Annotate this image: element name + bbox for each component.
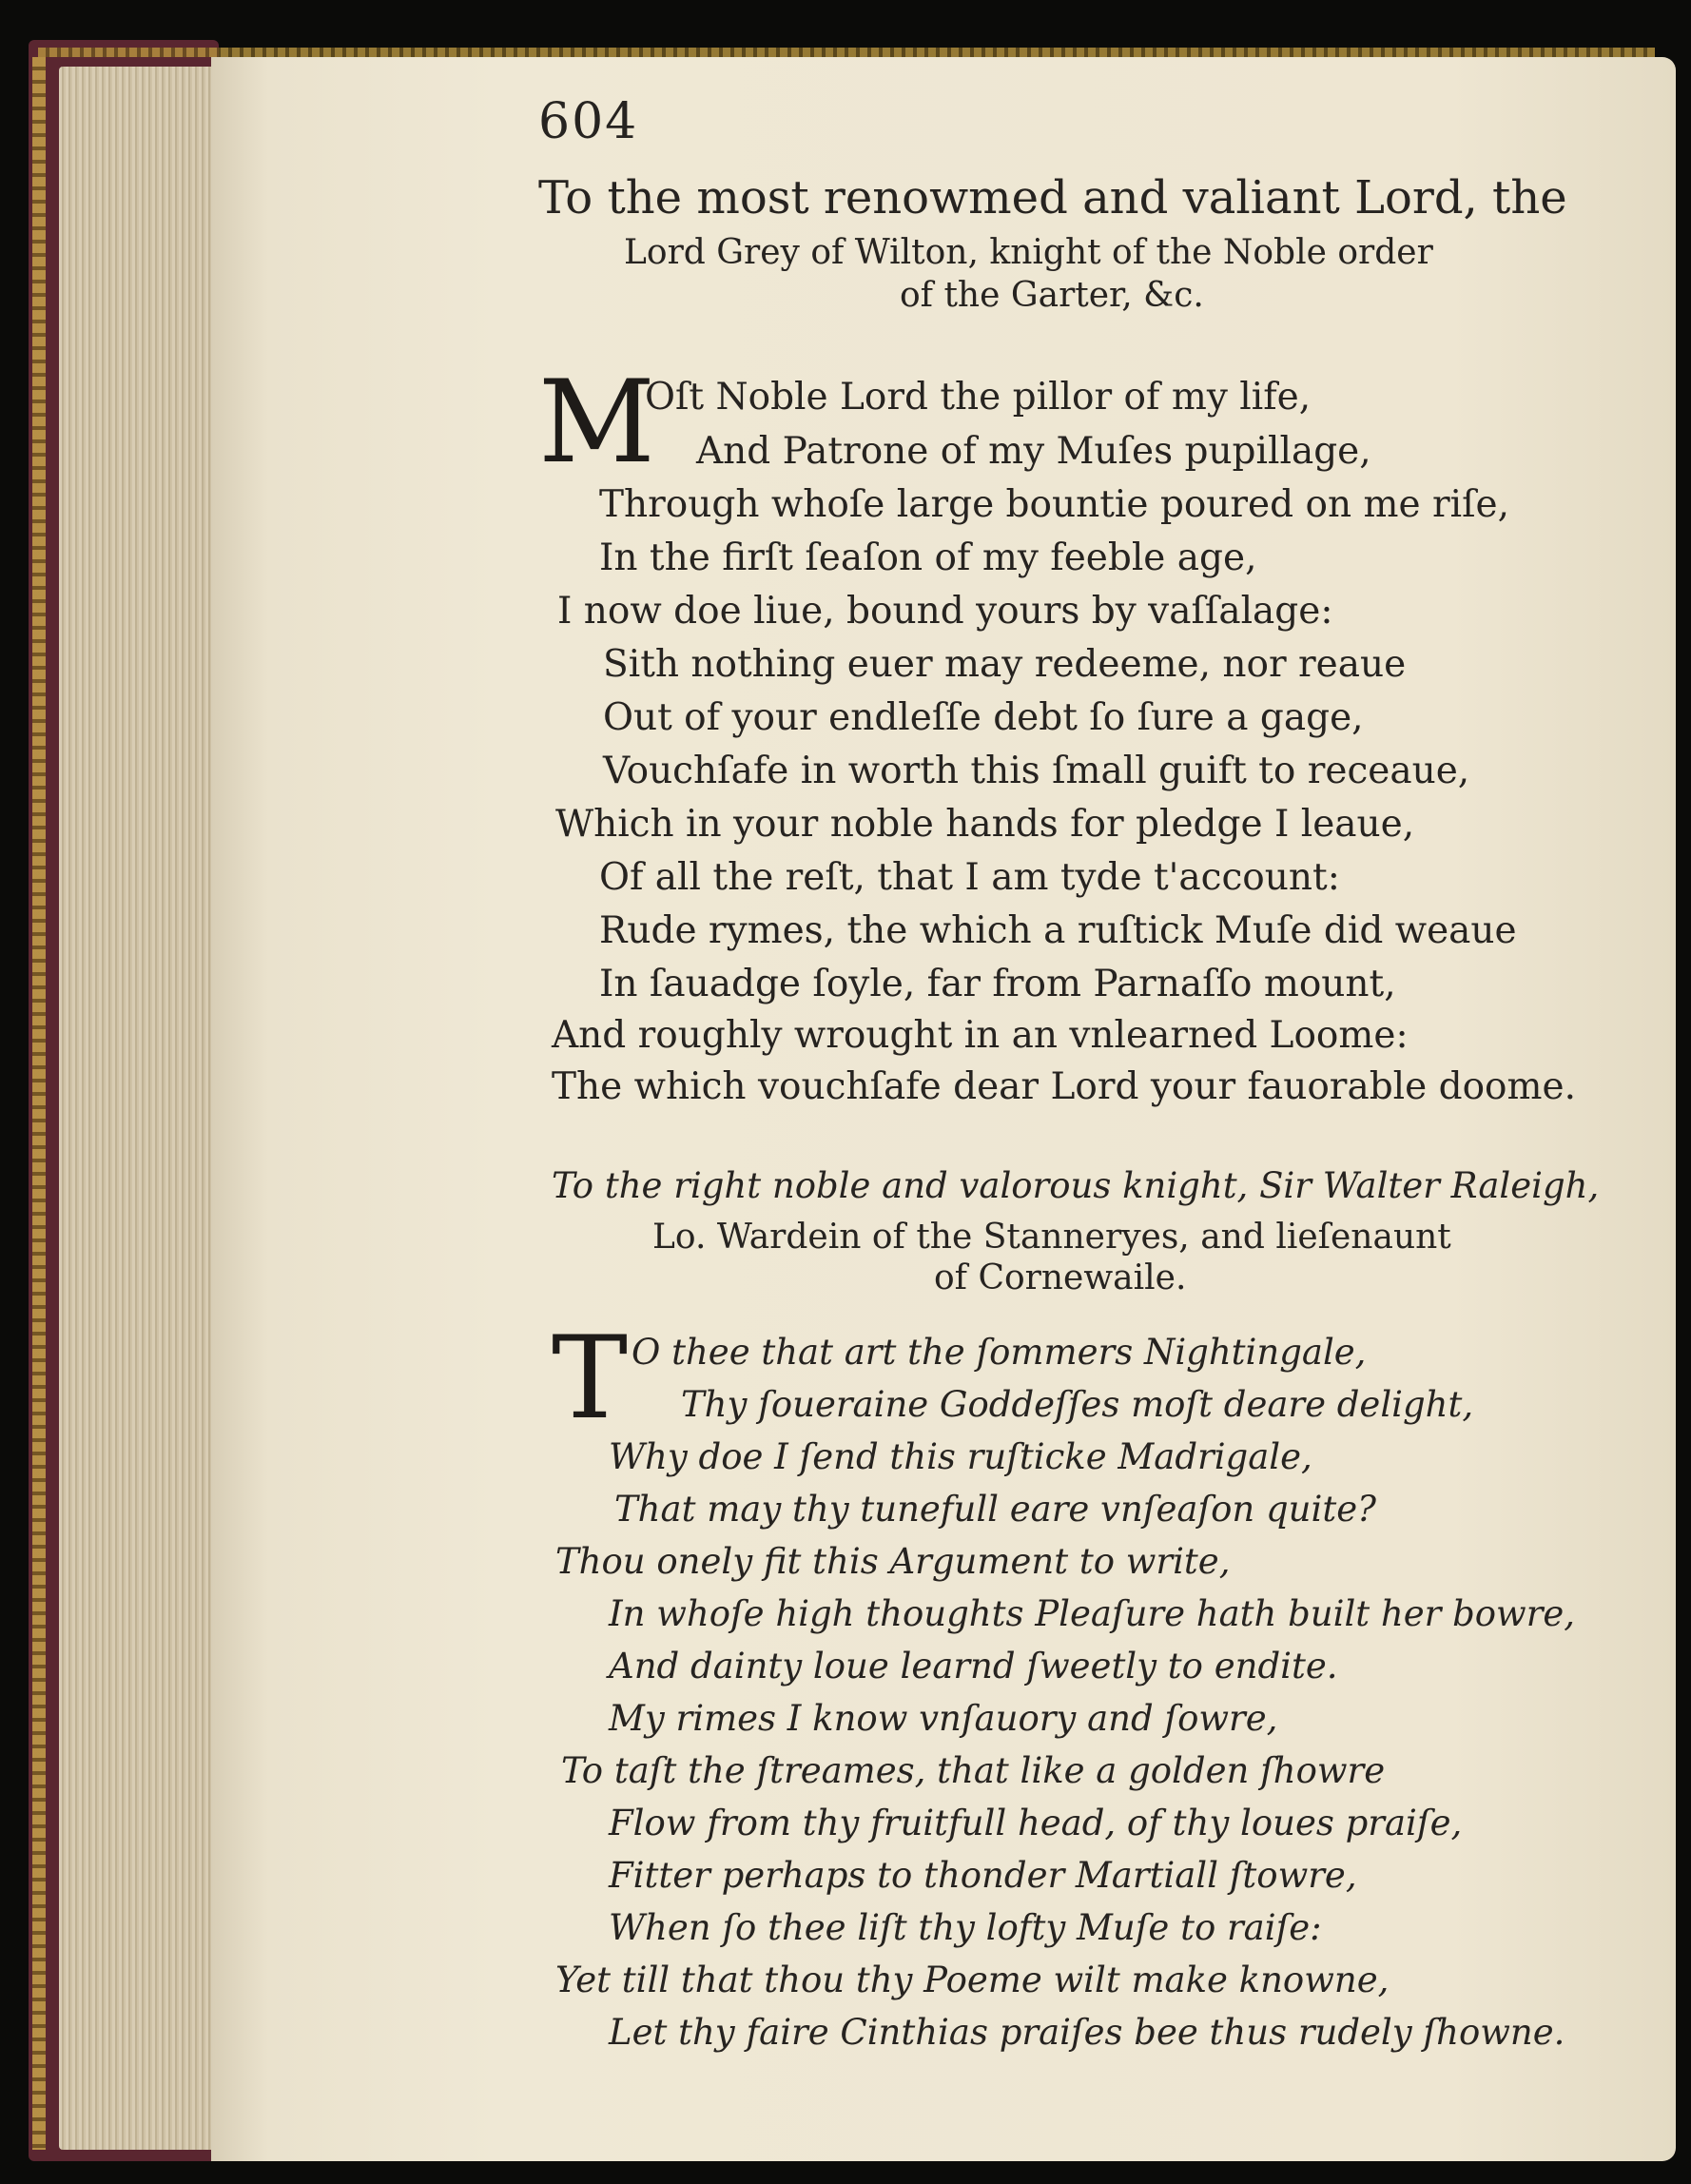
dedication2-heading-line3: of Cornewaile.	[934, 1258, 1187, 1297]
verse1-line-3: Through whoſe large bountie poured on me riſe,	[599, 483, 1509, 526]
dedication2-heading-line2: Lo. Wardein of the Stanneryes, and lieſenaunt	[652, 1218, 1451, 1257]
verse1-line-8: Vouchſafe in worth this ſmall guift to receaue,	[603, 750, 1470, 792]
verse1-line-7: Out of your endleſſe debt ſo ſure a gage,	[603, 696, 1364, 739]
verse2-line-4: That may thy tunefull eare vnſeaſon quite?	[614, 1489, 1376, 1530]
dedication2-heading-line1: To the right noble and valorous knight, Sir Walter Raleigh,	[552, 1165, 1600, 1206]
gilt-edge-left	[32, 57, 46, 2150]
drop-cap-m: M	[538, 357, 655, 489]
page-edges	[59, 67, 211, 2150]
verse1-line-13: And roughly wrought in an vnlearned Loome:	[552, 1014, 1409, 1057]
page-number: 604	[538, 93, 639, 150]
verse1-line-1: Oſt Noble Lord the pillor of my life,	[645, 376, 1312, 419]
dedication1-heading-line3: of the Garter, &c.	[900, 276, 1204, 315]
verse2-line-2: Thy ſoueraine Goddeſſes moſt deare delight,	[681, 1384, 1474, 1425]
verse1-line-9: Which in your noble hands for pledge I leaue,	[555, 803, 1415, 846]
verse2-line-14: Let thy faire Cinthias praiſes bee thus rudely ſhowne.	[609, 2012, 1565, 2053]
verse1-line-4: In the firſt ſeaſon of my feeble age,	[599, 536, 1257, 579]
verse2-line-12: When ſo thee liſt thy lofty Muſe to raiſe:	[609, 1907, 1322, 1948]
verse2-line-10: Flow from thy fruitfull head, of thy loues praiſe,	[609, 1803, 1463, 1843]
verse1-line-12: In ſauadge ſoyle, far from Parnaſſo mount,	[599, 963, 1396, 1005]
verse1-line-2: And Patrone of my Muſes pupillage,	[696, 430, 1371, 473]
verse1-line-6: Sith nothing euer may redeeme, nor reaue	[603, 643, 1407, 686]
verse1-line-14: The which vouchſafe dear Lord your fauorable doome.	[552, 1065, 1576, 1108]
verse2-line-6: In whoſe high thoughts Pleaſure hath built her bowre,	[609, 1593, 1576, 1634]
verse1-line-10: Of all the reſt, that I am tyde t'account:	[599, 856, 1340, 899]
verse2-line-1: O thee that art the ſommers Nightingale,	[632, 1332, 1367, 1373]
verse2-line-5: Thou onely fit this Argument to write,	[555, 1541, 1231, 1582]
drop-cap-t: T	[552, 1313, 629, 1445]
verse2-line-11: Fitter perhaps to thonder Martiall ſtowre,	[609, 1855, 1357, 1896]
verse2-line-3: Why doe I ſend this ruſticke Madrigale,	[609, 1436, 1312, 1477]
gilt-edge-top	[38, 48, 1655, 57]
verse2-line-9: To taſt the ſtreames, that like a golden ſhowre	[561, 1750, 1386, 1791]
verse2-line-8: My rimes I know vnſauory and ſowre,	[609, 1698, 1278, 1739]
verse2-line-7: And dainty loue learnd ſweetly to endite.	[609, 1646, 1338, 1687]
dedication1-heading-line2: Lord Grey of Wilton, knight of the Noble order	[624, 233, 1433, 272]
verse1-line-5: I now doe liue, bound yours by vaſſalage:	[557, 590, 1333, 633]
book-page	[211, 57, 1676, 2161]
dedication1-heading-line1: To the most renowmed and valiant Lord, the	[538, 171, 1567, 224]
verse1-line-11: Rude rymes, the which a ruſtick Muſe did weaue	[599, 909, 1517, 952]
verse2-line-13: Yet till that thou thy Poeme wilt make knowne,	[555, 1960, 1390, 2000]
